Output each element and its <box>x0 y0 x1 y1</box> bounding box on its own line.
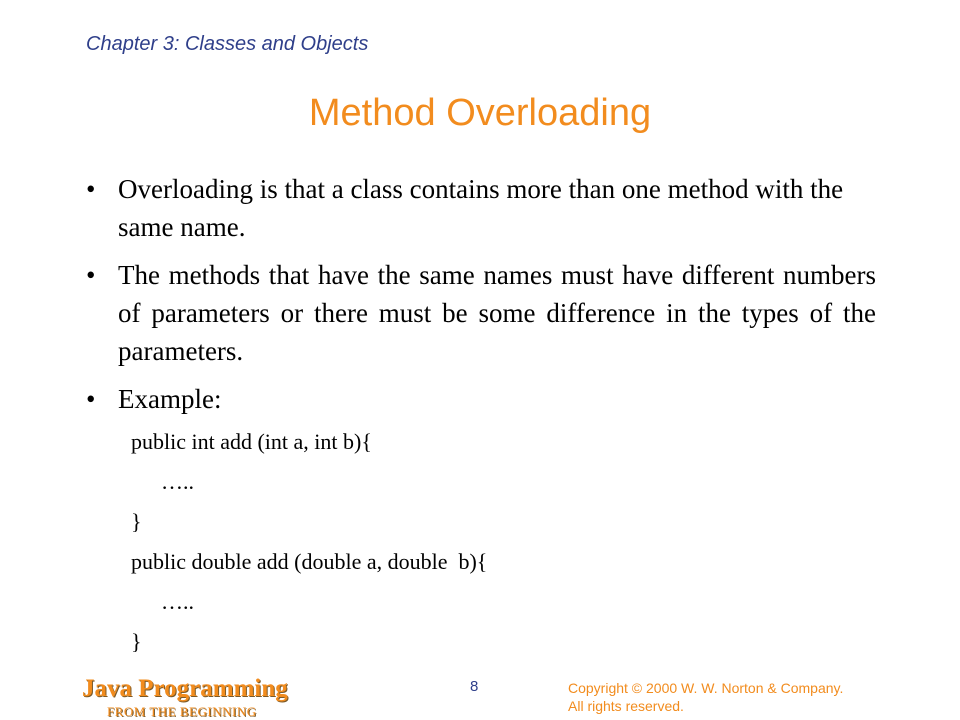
code-line: ….. <box>161 469 194 494</box>
bullet-text: Overloading is that a class contains more than one method with the same name. <box>118 174 844 242</box>
copyright-line: All rights reserved. <box>568 698 684 714</box>
bullet-icon: • <box>86 260 96 290</box>
code-line: } <box>131 509 142 534</box>
footer-logo-subtitle: FROM THE BEGINNING <box>107 704 257 719</box>
bullet-text: Example: <box>118 384 222 414</box>
page-number: 8 <box>470 678 479 695</box>
bullet-item <box>86 380 876 418</box>
bullet-icon: • <box>86 174 96 204</box>
copyright-notice <box>568 679 908 715</box>
bullet-item <box>86 170 876 246</box>
code-example <box>131 424 487 664</box>
chapter-header: Chapter 3: Classes and Objects <box>86 33 369 55</box>
bullet-list <box>86 170 876 428</box>
copyright-line: Copyright © 2000 W. W. Norton & Company. <box>568 680 844 696</box>
code-line: public int add (int a, int b){ <box>131 429 372 454</box>
bullet-icon: • <box>86 384 96 414</box>
code-line: } <box>131 629 142 654</box>
slide-title: Method Overloading <box>308 92 652 134</box>
footer-logo-title: Java Programming <box>82 675 288 702</box>
code-line: public double add (double a, double b){ <box>131 549 488 574</box>
bullet-item <box>86 256 876 370</box>
code-line: ….. <box>161 589 194 614</box>
bullet-text: The methods that have the same names must have different numbers of parameters or there must be some difference in the types of the parameters. <box>118 260 876 366</box>
